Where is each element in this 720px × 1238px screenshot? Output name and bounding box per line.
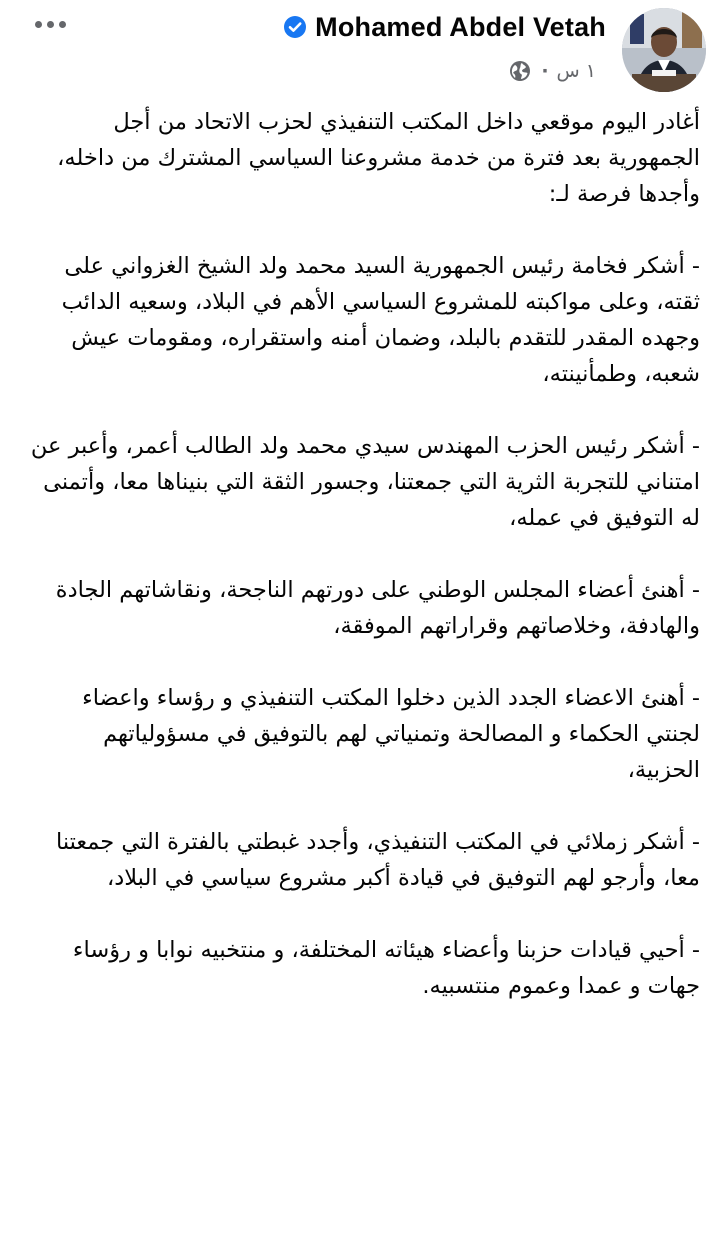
- post-paragraph: - أحيي قيادات حزبنا وأعضاء هيئاته المختلفة، و منتخبيه نوابا و رؤساء جهات و عمدا وعموم منتسبيه.: [72, 937, 700, 999]
- more-options-button[interactable]: [30, 10, 70, 38]
- post-paragraph: - أشكر فخامة رئيس الجمهورية السيد محمد ولد الشيخ الغزواني على ثقته، وعلى مواكبته للمشروع السياسي الأهم في البلاد، وسعيه الدائب وجهده المقدر للتقدم بالبلد، وضمان أمنه واستقراره، ومقومات عيش شعبه، وطمأنينته،: [61, 253, 700, 387]
- more-options-icon-dot: [59, 21, 66, 28]
- more-options-icon-dot: [47, 21, 54, 28]
- globe-icon[interactable]: [509, 60, 531, 82]
- post-paragraph: أغادر اليوم موقعي داخل المكتب التنفيذي لحزب الاتحاد من أجل الجمهورية بعد فترة من خدمة مشروعنا السياسي المشترك من داخله، وأجدها فرصة لـ:: [57, 109, 700, 207]
- post-paragraph: - أهنئ الاعضاء الجدد الذين دخلوا المكتب التنفيذي و رؤساء واعضاء لجنتي الحكماء و المصالحة وتمنياتي لهم بالتوفيق في مسؤولياتهم الحزبية،: [82, 685, 700, 783]
- post-paragraph: - أشكر زملائي في المكتب التنفيذي، وأجدد غبطتي بالفترة التي جمعتنا معا، وأرجو لهم التوفيق في قيادة أكبر مشروع سياسي في البلاد،: [55, 829, 700, 891]
- author-row: [283, 6, 606, 48]
- post-header: [0, 0, 720, 96]
- author-name[interactable]: Mohamed Abdel Vetah: [315, 11, 606, 42]
- verified-badge-icon: [283, 15, 307, 39]
- post-meta: [509, 56, 596, 86]
- post-body: [28, 104, 700, 1004]
- post-paragraph: - أشكر رئيس الحزب المهندس سيدي محمد ولد الطالب أعمر، وأعبر عن امتناني للتجربة الثرية التي جمعتنا، وجسور الثقة التي بنيناها معا، وأتمنى له التوفيق في عمله،: [30, 433, 700, 531]
- post-paragraph: - أهنئ أعضاء المجلس الوطني على دورتهم الناجحة، ونقاشاتهم الجادة والهادفة، وخلاصاتهم وقراراتهم الموفقة،: [55, 577, 700, 639]
- avatar[interactable]: [622, 8, 706, 92]
- meta-separator: ·: [541, 60, 549, 82]
- post-timestamp[interactable]: ١ س: [556, 60, 596, 82]
- more-options-icon: [35, 21, 42, 28]
- avatar-photo: [622, 8, 706, 92]
